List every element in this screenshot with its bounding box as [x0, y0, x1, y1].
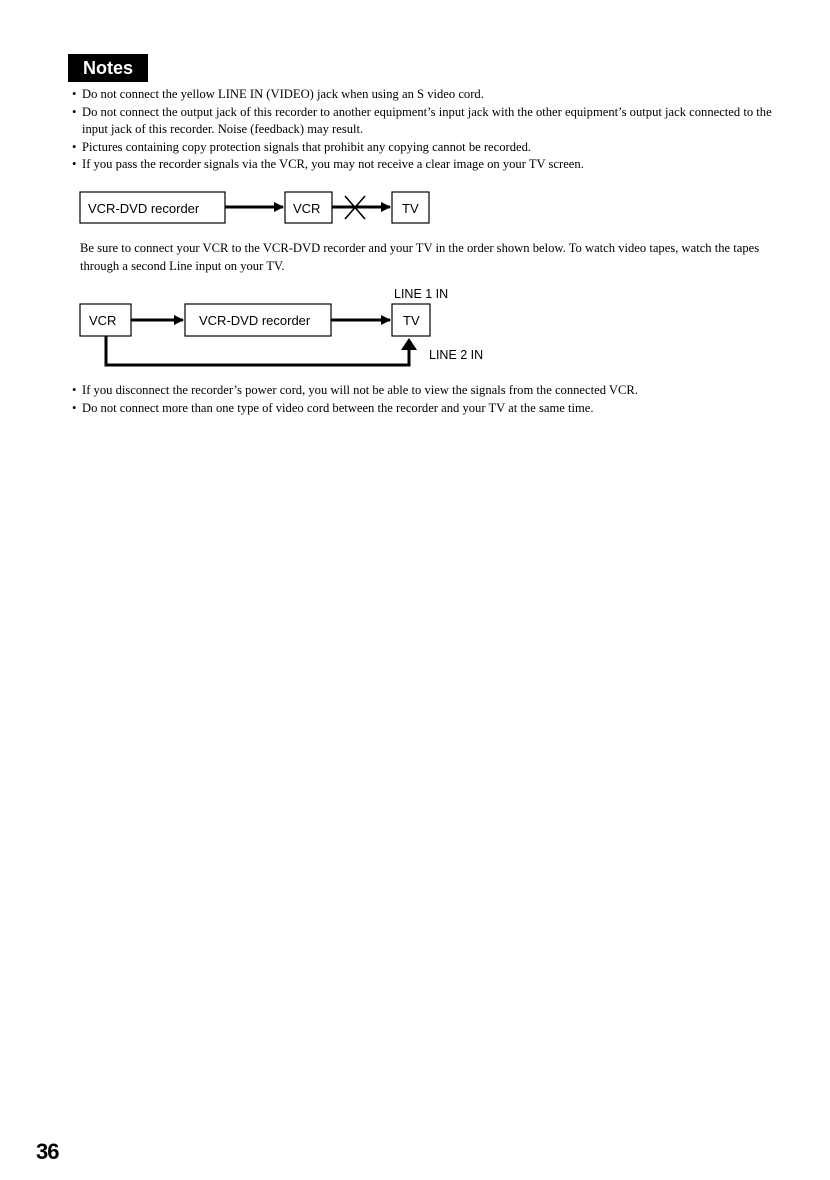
vcr-label: VCR: [293, 201, 321, 216]
additional-notes-list: [72, 382, 792, 417]
line1-label: LINE 1 IN: [394, 287, 449, 301]
recorder-label: VCR-DVD recorder: [199, 313, 311, 328]
line2-label: LINE 2 IN: [429, 348, 484, 362]
wrong-connection-diagram: [80, 192, 429, 223]
notes-heading: Notes: [68, 54, 148, 82]
page-number: 36: [36, 1139, 59, 1164]
note-item: • If you pass the recorder signals via the VCR, you may not receive a clear image on your TV screen.: [72, 156, 792, 174]
recorder-label: VCR-DVD recorder: [88, 201, 200, 216]
tv-label: TV: [403, 313, 420, 328]
vcr-label: VCR: [89, 313, 117, 328]
note-item: • If you disconnect the recorder’s power cord, you will not be able to view the signals from the connected VCR.: [72, 382, 792, 400]
note-item: • Pictures containing copy protection signals that prohibit any copying cannot be recorded.: [72, 139, 792, 157]
note-item: • Do not connect more than one type of video cord between the recorder and your TV at the same time.: [72, 400, 792, 418]
connect-instruction: Be sure to connect your VCR to the VCR-DVD recorder and your TV in the order shown below. To watch video tapes, watch the tapes through a second Line input on your TV.: [80, 241, 760, 273]
note-item: • Do not connect the yellow LINE IN (VIDEO) jack when using an S video cord.: [72, 86, 792, 104]
arrow-up: [401, 338, 417, 350]
line2-connection: [106, 336, 409, 365]
note-item: • Do not connect the output jack of this recorder to another equipment’s input jack with the other equipment’s output jack connected to the input jack of this recorder. Noise (feedback) may result.: [72, 104, 792, 139]
correct-connection-diagram: [80, 287, 483, 365]
tv-label: TV: [402, 201, 419, 216]
